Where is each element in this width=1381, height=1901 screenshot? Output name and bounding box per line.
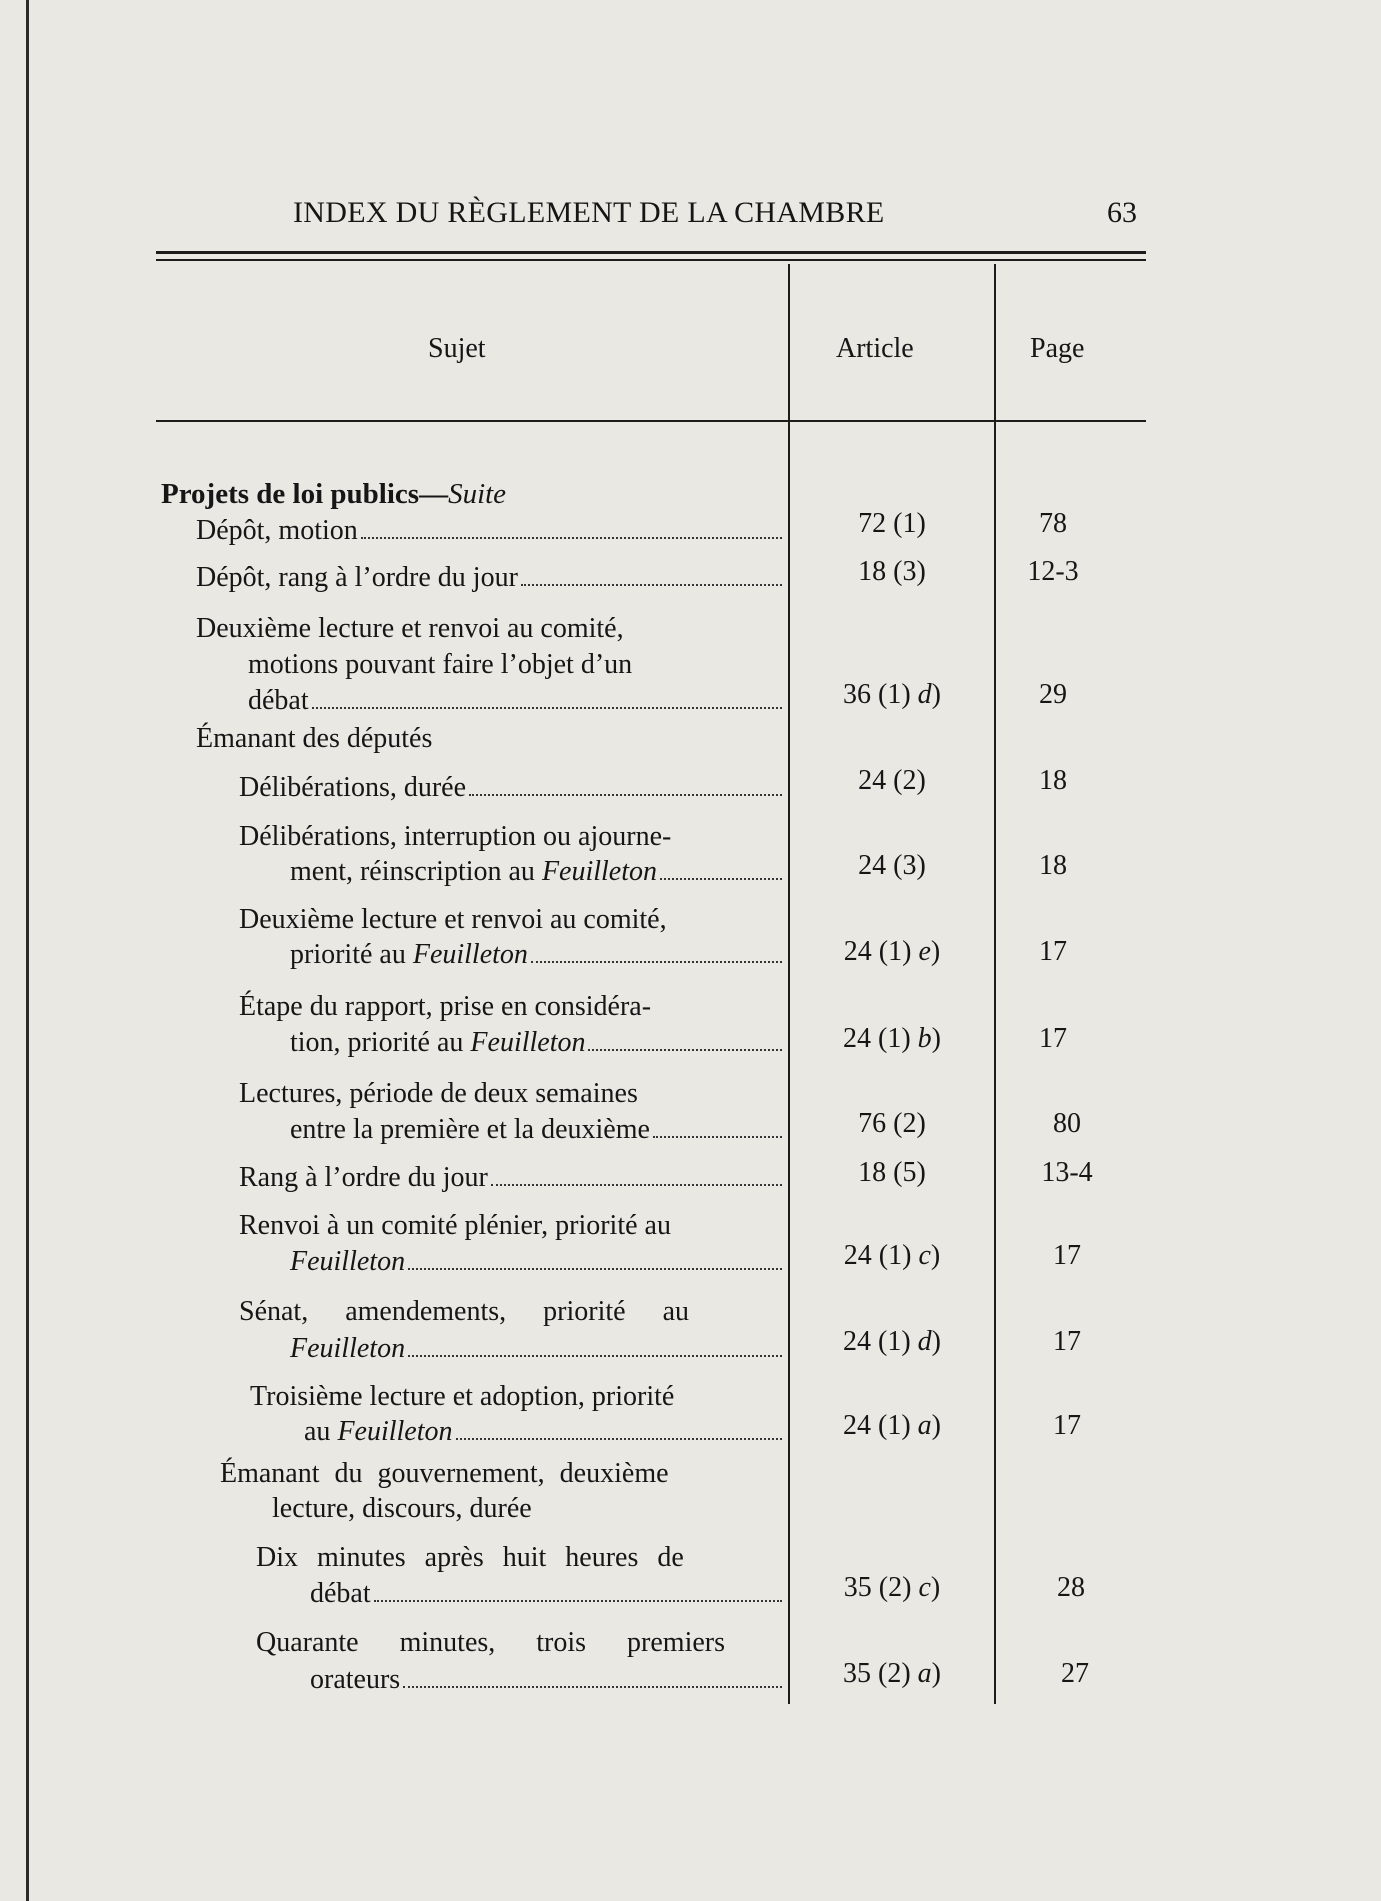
entry-text: Feuilleton (290, 1246, 406, 1277)
index-entry-troisieme-lecture-line1: Troisième lecture et adoption, priorité (250, 1381, 675, 1412)
index-entry-deuxieme-lecture-line1: Deuxième lecture et renvoi au comité, (196, 613, 624, 644)
entry-article: 76 (2) (858, 1108, 926, 1139)
index-entry-deliberations-interruption-line1: Délibérations, interruption ou ajourne- (239, 821, 672, 852)
entry-article: 24 (2) (858, 765, 926, 796)
entry-text: entre la première et la deuxième (290, 1114, 650, 1145)
index-entry-renvoi-comite-line1: Renvoi à un comité plénier, priorité au (239, 1210, 671, 1241)
index-entry-etape-rapport-line1: Étape du rapport, prise en considéra- (239, 991, 652, 1022)
entry-article: 72 (1) (858, 508, 926, 539)
dot-leader (491, 1184, 782, 1186)
entry-page: 18 (1039, 850, 1067, 881)
index-entry-dix-minutes-line2 (310, 1577, 784, 1611)
index-subheading-deputes: Émanant des députés (196, 723, 433, 754)
index-entry-priorite-deuxieme-line1: Deuxième lecture et renvoi au comité, (239, 904, 667, 935)
entry-article: 24 (1) a) (843, 1410, 941, 1441)
index-entry-senat-line2 (290, 1332, 784, 1366)
entry-text: Délibérations, durée (239, 772, 467, 803)
entry-page: 80 (1053, 1108, 1081, 1139)
entry-page: 78 (1039, 508, 1067, 539)
entry-article: 24 (1) d) (843, 1326, 941, 1357)
entry-page: 17 (1039, 936, 1067, 967)
index-entry-senat-line1: Sénat, amendements, priorité au (239, 1296, 689, 1327)
page-number: 63 (1107, 196, 1137, 229)
dot-leader (408, 1355, 782, 1357)
category-label: Projets de loi publics (161, 478, 420, 510)
entry-page: 17 (1039, 1023, 1067, 1054)
index-entry-depot-rang (196, 561, 784, 595)
entry-page: 17 (1053, 1410, 1081, 1441)
entry-page: 17 (1053, 1240, 1081, 1271)
category-dash: — (419, 478, 449, 510)
header-rule-top (156, 251, 1146, 254)
entry-text: ment, réinscription au Feuilleton (290, 856, 658, 887)
index-entry-dix-minutes-line1: Dix minutes après huit heures de (256, 1542, 684, 1573)
index-entry-lectures-periode-line1: Lectures, période de deux semaines (239, 1078, 638, 1109)
entry-article: 24 (3) (858, 850, 926, 881)
index-entry-etape-rapport-line2 (290, 1026, 784, 1060)
entry-text: débat (248, 685, 309, 716)
entry-article: 35 (2) a) (843, 1658, 941, 1689)
column-header-article: Article (836, 333, 914, 364)
page-binding-edge (26, 0, 29, 1901)
entry-page: 29 (1039, 679, 1067, 710)
column-header-rule (156, 420, 1146, 422)
entry-article: 36 (1) d) (843, 679, 941, 710)
index-entry-deliberations-duree (239, 771, 784, 805)
entry-text: Dépôt, motion (196, 515, 358, 546)
index-entry-quarante-minutes-line2 (310, 1663, 784, 1697)
entry-article: 18 (3) (858, 556, 926, 587)
dot-leader (361, 537, 782, 539)
entry-page: 27 (1061, 1658, 1089, 1689)
index-subheading-gouvernement-line2: lecture, discours, durée (272, 1493, 532, 1524)
index-entry-deuxieme-lecture-line3 (248, 684, 784, 718)
entry-page: 18 (1039, 765, 1067, 796)
dot-leader (521, 584, 782, 586)
dot-leader (408, 1268, 782, 1270)
index-entry-deuxieme-lecture-line2: motions pouvant faire l’objet d’un (248, 649, 633, 680)
category-suffix: Suite (448, 478, 507, 510)
entry-page: 12-3 (1027, 556, 1079, 587)
entry-text: au Feuilleton (304, 1416, 453, 1447)
dot-leader (653, 1136, 782, 1138)
index-entry-priorite-deuxieme-line2 (290, 938, 784, 972)
dot-leader (456, 1438, 782, 1440)
dot-leader (531, 961, 782, 963)
entry-article: 18 (5) (858, 1157, 926, 1188)
column-header-page: Page (1030, 333, 1085, 364)
index-entry-deliberations-interruption-line2 (290, 855, 784, 889)
index-entry-renvoi-comite-line2 (290, 1245, 784, 1279)
index-entry-quarante-minutes-line1: Quarante minutes, trois premiers (256, 1627, 726, 1658)
entry-article: 24 (1) b) (843, 1023, 941, 1054)
dot-leader (469, 794, 782, 796)
entry-article: 24 (1) e) (843, 936, 941, 967)
column-divider-article (788, 264, 790, 1704)
index-entry-lectures-periode-line2 (290, 1113, 784, 1147)
dot-leader (660, 878, 782, 880)
entry-text: Dépôt, rang à l’ordre du jour (196, 562, 518, 593)
index-subheading-gouvernement-line1: Émanant du gouvernement, deuxième (220, 1458, 669, 1489)
header-rule-bottom (156, 259, 1146, 261)
entry-text: débat (310, 1578, 371, 1609)
category-heading (161, 477, 506, 511)
entry-text: Rang à l’ordre du jour (239, 1162, 488, 1193)
entry-page: 17 (1053, 1326, 1081, 1357)
dot-leader (312, 707, 782, 709)
entry-text: Feuilleton (290, 1333, 406, 1364)
index-entry-troisieme-lecture-line2 (304, 1415, 784, 1449)
index-entry-depot-motion (196, 514, 784, 548)
entry-text: tion, priorité au Feuilleton (290, 1027, 586, 1058)
entry-text: orateurs (310, 1664, 401, 1695)
dot-leader (588, 1049, 782, 1051)
index-entry-rang-ordre-jour (239, 1161, 784, 1195)
running-header-title: INDEX DU RÈGLEMENT DE LA CHAMBRE (293, 196, 885, 229)
dot-leader (374, 1600, 782, 1602)
entry-text: priorité au Feuilleton (290, 939, 528, 970)
entry-page: 13-4 (1041, 1157, 1093, 1188)
entry-article: 35 (2) c) (843, 1572, 941, 1603)
column-header-subject: Sujet (428, 333, 486, 364)
entry-article: 24 (1) c) (843, 1240, 941, 1271)
entry-page: 28 (1057, 1572, 1085, 1603)
dot-leader (403, 1686, 782, 1688)
column-divider-page (994, 264, 996, 1704)
